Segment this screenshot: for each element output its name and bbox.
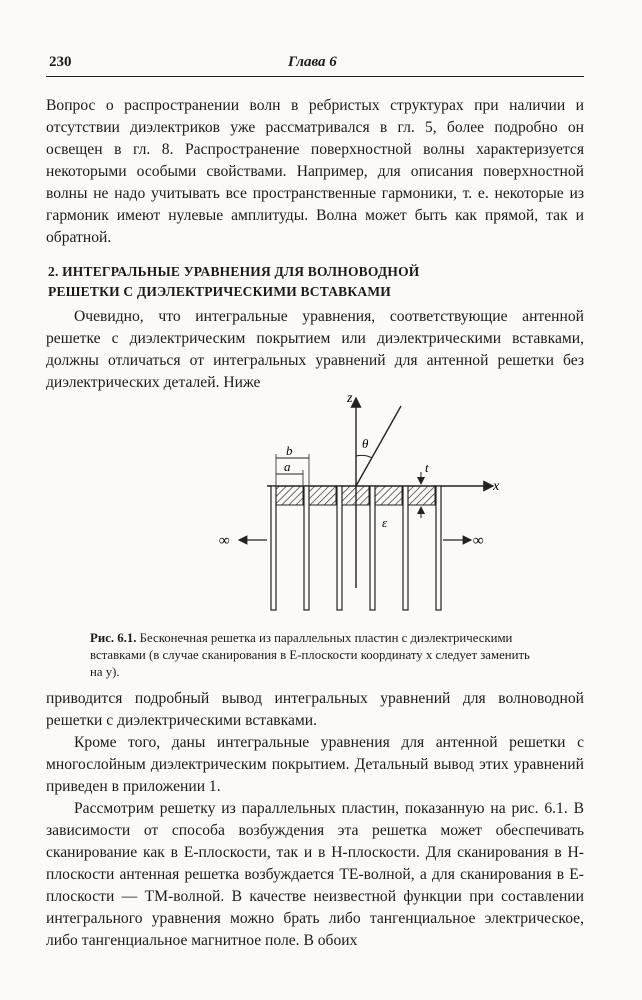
label-a: a (284, 459, 291, 474)
theta-arc (356, 455, 372, 458)
label-b: b (286, 443, 293, 458)
label-infinity-right: ∞ (473, 533, 484, 549)
section-heading (48, 262, 578, 302)
caption-text: Бесконечная решетка из параллельных пластин с диэлектрическими вставками (в случае сканирования в E-плоскости координату x следует заменить на y). (90, 631, 530, 679)
dielectric-insert (375, 486, 402, 505)
label-x: x (493, 479, 500, 494)
caption-label: Рис. 6.1. (90, 631, 137, 645)
page-header (46, 54, 584, 74)
paragraph-intro: Вопрос о распространении волн в ребристых структурах при наличии и отсутствии диэлектриков уже рассматривался в гл. 5, более подробно он освещен в гл. 8. Распространение поверхностной волны характеризуется некоторыми особыми свойствами. Например, для описания поверхностной волны не надо учитывать все пространственные гармоники, т. е. некоторые из гармоник имеют нулевые амплитуды. Волна может быть как прямой, так и обратной. (46, 97, 584, 246)
dielectric-insert (342, 486, 369, 505)
running-head-chapter: Глава 6 (288, 54, 337, 70)
parallel-plate (370, 486, 375, 610)
figure-6-1 (179, 388, 509, 618)
label-z: z (347, 391, 353, 406)
label-epsilon: ε (382, 515, 388, 530)
paragraph-section-start: Очевидно, что интегральные уравнения, соответствующие антенной решетке с диэлектрическим покрытием или диэлектрическими вставками, должны отличаться от интегральных уравнений для антенной решетки без диэлектрических деталей. Ниже (46, 308, 584, 391)
parallel-plate (271, 486, 276, 610)
paragraph-continuation: приводится подробный вывод интегральных уравнений для волноводной решетки с диэлектрическими вставками. (46, 690, 584, 729)
paragraph-multilayer: Кроме того, даны интегральные уравнения для антенной решетки с многослойным диэлектрическим покрытием. Детальный вывод этих уравнений приведен в приложении 1. (46, 734, 584, 795)
parallel-plate (304, 486, 309, 610)
parallel-plate (436, 486, 441, 610)
dielectric-insert (276, 486, 303, 505)
label-infinity-left: ∞ (219, 533, 230, 549)
label-theta: θ (362, 436, 369, 451)
paragraph-consider-grating: Рассмотрим решетку из параллельных пластин, показанную на рис. 6.1. В зависимости от способа возбуждения эта решетка может обеспечивать сканирование как в E-плоскости, так и в H-плоскости. Для сканирования в H-плоскости антенная решетка возбуждается TE-волной, а для сканирования в E-плоскости — TM-волной. В качестве неизвестной функции при составлении интегрального уравнения можно брать либо тангенциальное электрическое, либо тангенциальное магнитное поле. В обоих (46, 800, 584, 949)
label-t: t (425, 460, 429, 475)
figure-caption (90, 630, 542, 681)
header-rule (46, 76, 584, 77)
dielectric-insert (408, 486, 435, 505)
dielectric-insert (309, 486, 336, 505)
page-number: 230 (49, 54, 72, 70)
section-heading-line-1: 2. ИНТЕГРАЛЬНЫЕ УРАВНЕНИЯ ДЛЯ ВОЛНОВОДНОЙ (48, 264, 420, 279)
parallel-plate (403, 486, 408, 610)
parallel-plate (337, 486, 342, 610)
section-heading-line-2: РЕШЕТКИ С ДИЭЛЕКТРИЧЕСКИМИ ВСТАВКАМИ (48, 284, 391, 299)
grating-diagram (179, 388, 509, 618)
